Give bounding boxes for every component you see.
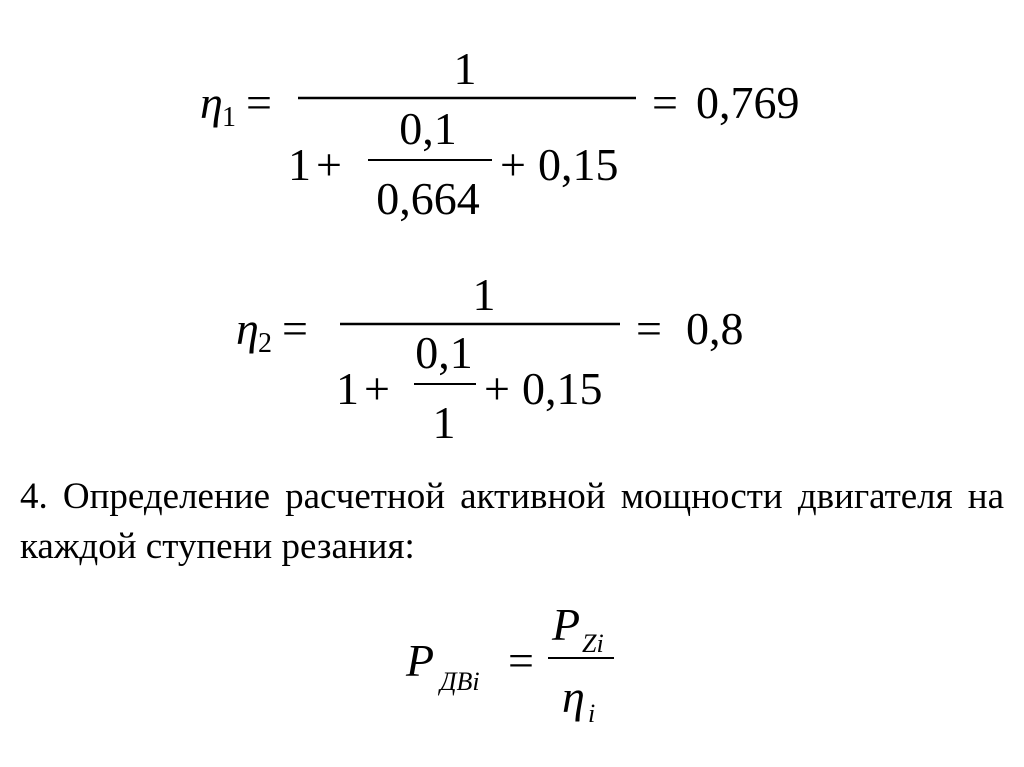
plus-sign: + (316, 139, 342, 190)
inner-numerator: 0,1 (415, 327, 473, 378)
equation-eta-2 (236, 269, 744, 448)
equals-sign: = (636, 303, 662, 354)
equals-sign: = (282, 303, 308, 354)
equals-sign: = (652, 77, 678, 128)
eta-subscript: 2 (258, 328, 272, 359)
fraction-numerator: 1 (453, 43, 477, 94)
numerator-symbol: P (552, 599, 581, 650)
equation-power (405, 599, 614, 728)
inner-numerator: 0,1 (399, 103, 457, 154)
inner-denominator: 0,664 (376, 173, 480, 224)
equals-sign: = (508, 635, 534, 686)
power-subscript: ДВi (440, 667, 480, 696)
denominator-symbol: η (562, 671, 585, 722)
denominator-tail: 0,15 (538, 139, 619, 190)
equation-eta-1 (200, 43, 800, 224)
plus-sign: + (500, 139, 526, 190)
denominator-tail: 0,15 (522, 363, 603, 414)
paragraph-text: Определение расчетной активной мощности двигателя на каждой ступени резания: (20, 476, 1004, 567)
power-symbol: P (406, 635, 435, 686)
paragraph-number: 4. (20, 476, 48, 517)
result-value: 0,8 (686, 303, 744, 354)
plus-sign: + (484, 363, 510, 414)
result-value: 0,769 (696, 77, 800, 128)
inner-denominator: 1 (432, 397, 456, 448)
denominator-one: 1 (288, 139, 311, 190)
numerator-subscript: Zi (582, 629, 604, 658)
denominator-subscript: i (588, 699, 596, 728)
eta-symbol: η (200, 77, 223, 128)
plus-sign: + (364, 363, 390, 414)
fraction-numerator: 1 (472, 269, 496, 320)
equals-sign: = (246, 77, 272, 128)
eta-subscript: 1 (222, 102, 236, 133)
eta-symbol: η (236, 303, 259, 354)
denominator-one: 1 (336, 363, 359, 414)
section-paragraph (20, 472, 1004, 572)
